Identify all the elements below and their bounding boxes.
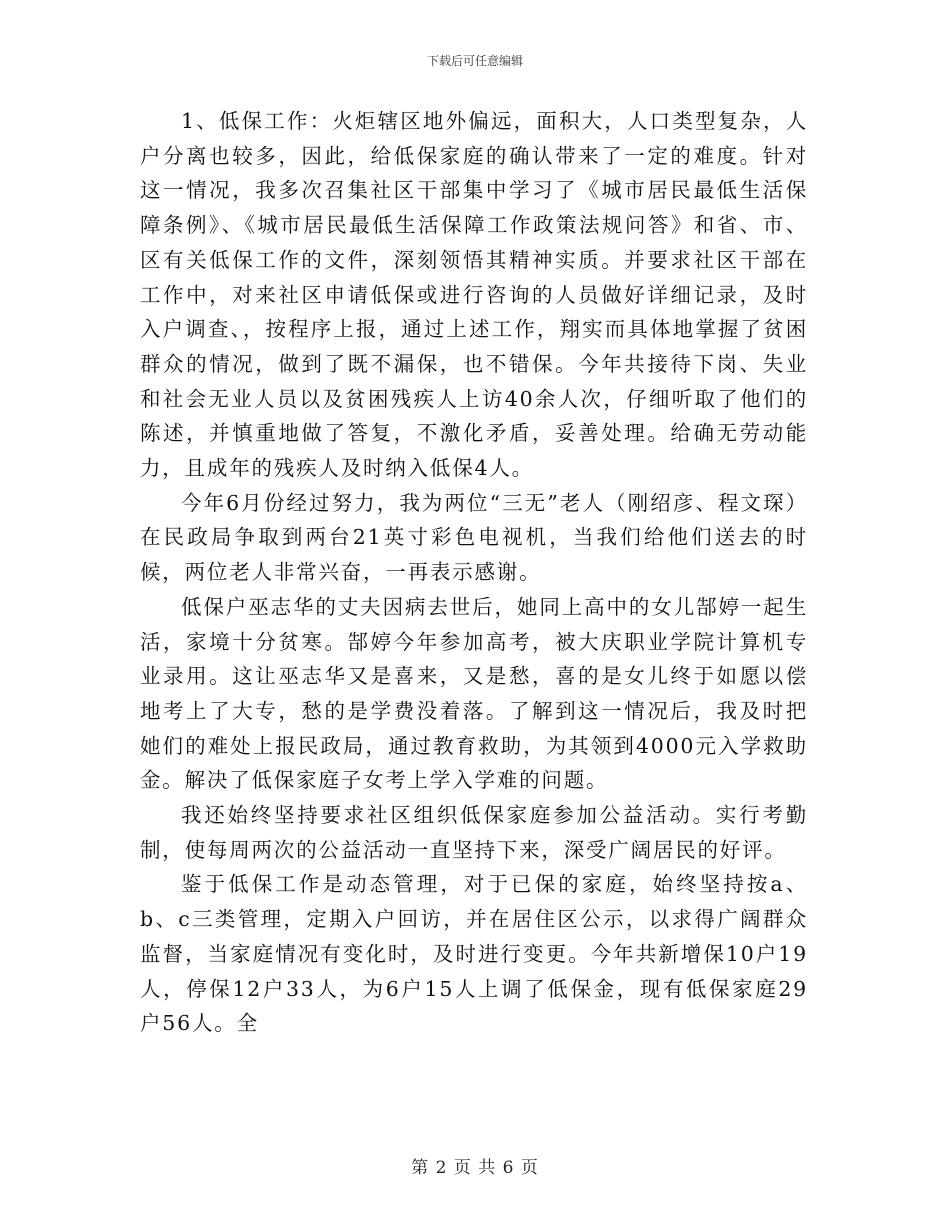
page-header: 下载后可任意编辑 bbox=[426, 54, 523, 68]
document-body bbox=[140, 104, 808, 1041]
page-footer: 第 2 页 共 6 页 bbox=[411, 1158, 539, 1178]
paragraph-5: 鉴于低保工作是动态管理，对于已保的家庭，始终坚持按a、b、c三类管理，定期入户回访，并在居住区公示，以求得广阔群众监督，当家庭情况有变化时，及时进行变更。今年共新增保10户19人，停保12户33人，为6户15人上调了低保金，现有低保家庭29户56人。全 bbox=[140, 872, 808, 1036]
paragraph-2: 今年6月份经过努力，我为两位“三无”老人（刚绍彦、程文琛）在民政局争取到两台21英寸彩色电视机，当我们给他们送去的时候，两位老人非常兴奋，一再表示感谢。 bbox=[140, 490, 808, 585]
paragraph-1: 1、低保工作：火炬辖区地外偏远，面积大，人口类型复杂，人户分离也较多，因此，给低保家庭的确认带来了一定的难度。针对这一情况，我多次召集社区干部集中学习了《城市居民最低生活保障条例》、《城市居民最低生活保障工作政策法规问答》和省、市、区有关低保工作的文件，深刻领悟其精神实质。并要求社区干部在工作中，对来社区申请低保或进行咨询的人员做好详细记录，及时入户调查、，按程序上报，通过上述工作，翔实而具体地掌握了贫困群众的情况，做到了既不漏保，也不错保。今年共接待下岗、失业和社会无业人员以及贫困残疾人上访40余人次，仔细听取了他们的陈述，并慎重地做了答复，不激化矛盾，妥善处理。给确无劳动能力，且成年的残疾人及时纳入低保4人。 bbox=[140, 109, 808, 481]
paragraph-4: 我还始终坚持要求社区组织低保家庭参加公益活动。实行考勤制，使每周两次的公益活动一直坚持下来，深受广阔居民的好评。 bbox=[140, 803, 808, 862]
paragraph-3: 低保户巫志华的丈夫因病去世后，她同上高中的女儿郜婷一起生活，家境十分贫寒。郜婷今年参加高考，被大庆职业学院计算机专业录用。这让巫志华又是喜来，又是愁，喜的是女儿终于如愿以偿地考上了大专，愁的是学费没着落。了解到这一情况后，我及时把她们的难处上报民政局，通过教育救助，为其领到4000元入学救助金。解决了低保家庭子女考上学入学难的问题。 bbox=[140, 594, 808, 793]
